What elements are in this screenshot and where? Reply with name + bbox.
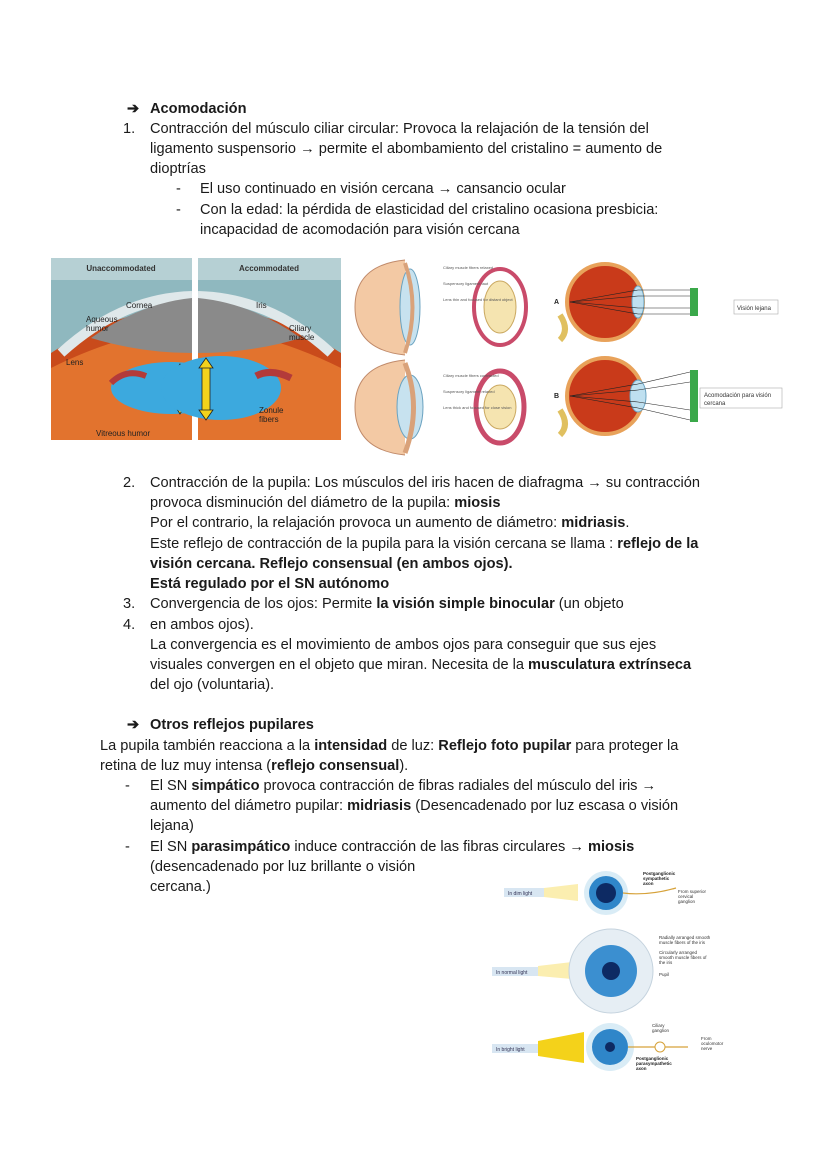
paragraph-line: Está regulado por el SN autónomo xyxy=(150,576,390,592)
label-acomodacion: Acomodación para visión xyxy=(704,393,772,399)
paragraph-line: Contracción de la pupila: Los músculos del iris hacen de diafragma → su contracción xyxy=(150,475,700,491)
label-b: B xyxy=(554,393,560,400)
paragraph-line: visuales convergen en el objeto que miran. Necesita de la musculatura extrínseca xyxy=(150,657,692,673)
section-title-reflejos: Otros reflejos pupilares xyxy=(150,717,314,733)
paragraph-line: La pupila también reacciona a la intensidad de luz: Reflejo foto pupilar para proteger la xyxy=(100,738,679,754)
label-postsym: Postganglionic xyxy=(643,871,676,876)
label-ciliary-ganglion-2: ganglion xyxy=(652,1028,670,1033)
paragraph-line: cercana.) xyxy=(150,879,211,895)
label-a-lens: Lens thin and focused for distant object xyxy=(443,297,513,302)
label-circular: Circularly arranged xyxy=(659,950,698,955)
label-oculomotor-3: nerve xyxy=(701,1046,713,1051)
label-cornea: Cornea xyxy=(126,301,153,310)
section-arrow: ➔ xyxy=(127,717,140,733)
label-pupil: Pupil xyxy=(659,972,670,977)
bullet-dash: - xyxy=(176,202,181,218)
list-number: 3. xyxy=(123,596,136,612)
label-muscle: muscle xyxy=(289,333,315,342)
label-lens: Lens xyxy=(66,358,84,367)
label-vision-lejana: Visión lejana xyxy=(737,306,771,312)
paragraph-line: El SN parasimpático induce contracción de las fibras circulares → miosis xyxy=(150,839,635,855)
label-aqueous: Aqueous xyxy=(86,315,118,324)
paragraph-line: del ojo (voluntaria). xyxy=(150,677,275,693)
label-postpara-2: parasympathetic xyxy=(636,1061,672,1066)
paragraph-line: Contracción del músculo ciliar circular: Provoca la relajación de la tensión del xyxy=(150,121,649,137)
label-unaccommodated: Unaccommodated xyxy=(86,264,156,273)
label-normal-light: In normal light xyxy=(496,970,528,976)
bullet-dash: - xyxy=(125,839,130,855)
label-vitreous: Vitreous humor xyxy=(96,429,151,438)
label-humor: humor xyxy=(86,324,109,333)
pupil-reflex-figure xyxy=(488,866,733,1076)
label-ciliary-ganglion: Ciliary xyxy=(652,1023,665,1028)
label-b-ciliary: Ciliary muscle fibers contracted xyxy=(443,373,499,378)
label-accommodated: Accommodated xyxy=(238,264,300,273)
paragraph-line: en ambos ojos). xyxy=(150,617,254,633)
paragraph-line: aumento del diámetro pupilar: midriasis (Desencadenado por luz escasa o visión xyxy=(150,798,679,814)
label-dim-light: In dim light xyxy=(508,891,533,897)
paragraph-line: Por el contrario, la relajación provoca un aumento de diámetro: midriasis. xyxy=(150,515,630,531)
section-title-acomodacion: Acomodación xyxy=(150,101,247,117)
list-number: 2. xyxy=(123,475,136,491)
label-superior-2: cervical xyxy=(678,894,694,899)
label-radial-2: muscle fibers of the iris xyxy=(659,940,706,945)
paragraph-line: Este reflejo de contracción de la pupila para la visión cercana se llama : reflejo de la xyxy=(150,536,699,552)
bullet-dash: - xyxy=(125,778,130,794)
label-fibers: fibers xyxy=(259,415,279,424)
paragraph-line: retina de luz muy intensa (reflejo consensual). xyxy=(100,758,409,774)
paragraph-line: provoca disminución del diámetro de la pupila: miosis xyxy=(150,495,501,511)
paragraph-line: La convergencia es el movimiento de ambos ojos para conseguir que sus ejes xyxy=(150,637,657,653)
label-radial: Radially arranged smooth xyxy=(659,935,711,940)
label-circular-2: smooth muscle fibers of xyxy=(659,955,707,960)
sub-bullet: incapacidad de acomodación para visión cercana xyxy=(200,222,520,238)
section-arrow: ➔ xyxy=(127,101,140,117)
paragraph-line: lejana) xyxy=(150,818,194,834)
list-number: 4. xyxy=(123,617,136,633)
label-postpara: Postganglionic xyxy=(636,1056,669,1061)
label-postpara-3: axon xyxy=(636,1066,647,1071)
accommodation-figure xyxy=(51,258,341,440)
label-postsym-2: sympathetic xyxy=(643,876,670,881)
label-oculomotor: From xyxy=(701,1036,712,1041)
label-a-ciliary: Ciliary muscle fibers relaxed xyxy=(443,265,494,270)
label-superior-3: ganglion xyxy=(678,899,696,904)
sub-bullet: Con la edad: la pérdida de elasticidad del cristalino ocasiona presbicia: xyxy=(200,202,659,218)
label-bright-light: In bright light xyxy=(496,1047,525,1053)
label-circular-3: the iris xyxy=(659,960,673,965)
label-oculomotor-2: oculomotor xyxy=(701,1041,724,1046)
paragraph-line: visión cercana. Reflejo consensual (en ambos ojos). xyxy=(150,556,513,572)
paragraph-line: ligamento suspensorio → permite el abombamiento del cristalino = aumento de xyxy=(150,141,663,157)
paragraph-line: El SN simpático provoca contracción de fibras radiales del músculo del iris → xyxy=(150,778,657,794)
label-superior: From superior xyxy=(678,889,707,894)
label-iris: Iris xyxy=(256,301,267,310)
lens-ciliary-figure xyxy=(350,255,530,458)
label-postsym-3: axon xyxy=(643,881,654,886)
label-a: A xyxy=(554,299,560,306)
label-b-lens: Lens thick and focused for close vision xyxy=(443,405,512,410)
label-zonule: Zonule xyxy=(259,406,284,415)
label-b-suspensory: Suspensory ligament relaxed xyxy=(443,389,495,394)
label-cercana: cercana xyxy=(704,401,726,407)
vision-diagram-figure xyxy=(550,260,790,445)
sub-bullet: El uso continuado en visión cercana → cansancio ocular xyxy=(200,181,566,197)
label-a-suspensory: Suspensory ligament taut xyxy=(443,281,489,286)
list-number: 1. xyxy=(123,121,136,137)
paragraph-line: (desencadenado por luz brillante o visión xyxy=(150,859,416,875)
bullet-dash: - xyxy=(176,181,181,197)
label-ciliary: Ciliary xyxy=(289,324,312,333)
paragraph-line: Convergencia de los ojos: Permite la visión simple binocular (un objeto xyxy=(150,596,624,612)
paragraph-line: dioptrías xyxy=(150,161,206,177)
